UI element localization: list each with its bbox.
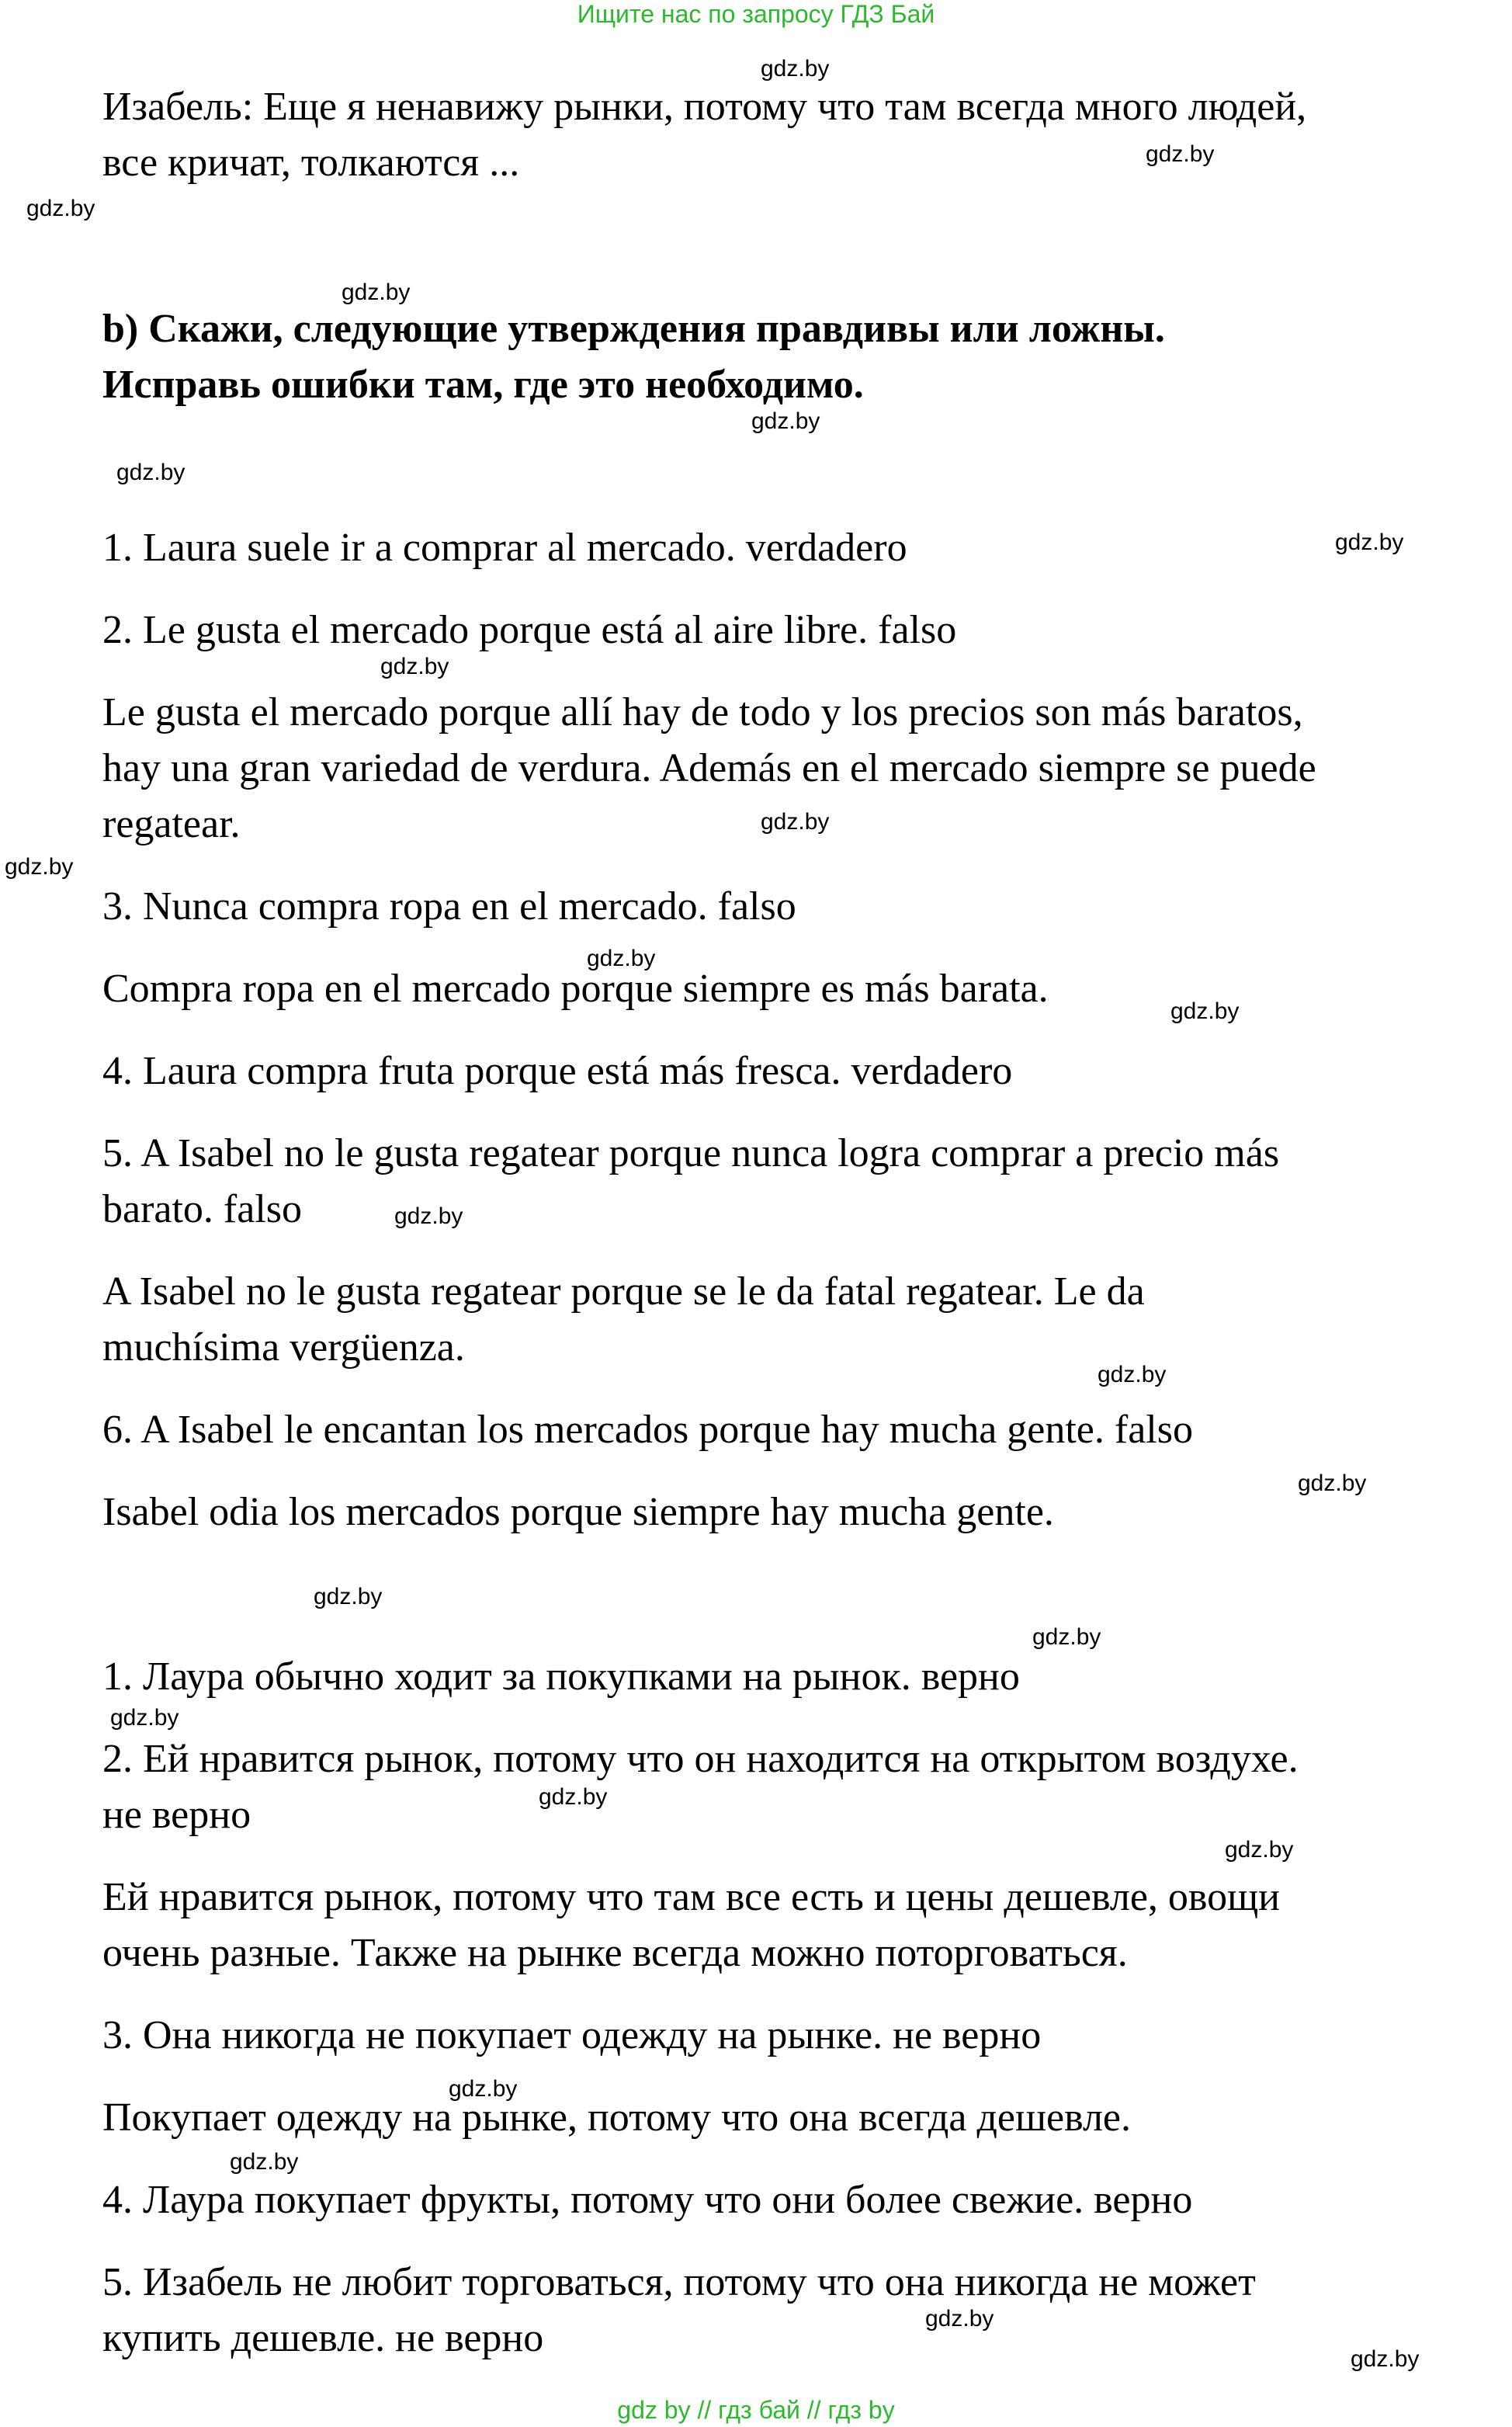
watermark: gdz.by [1351, 2346, 1420, 2372]
task-heading: b) Скажи, следующие утверждения правдивы или ложны. [102, 307, 1165, 351]
watermark: gdz.by [1335, 529, 1404, 555]
bottom-banner: gdz by // гдз бай // гдз by [617, 2396, 895, 2424]
watermark: gdz.by [751, 408, 820, 434]
watermark: gdz.by [5, 854, 74, 880]
top-banner: Ищите нас по запросу ГДЗ Бай [577, 0, 935, 28]
answer-line: 3. Она никогда не покупает одежду на рынке. не верно [102, 2013, 1042, 2057]
answer-line: barato. falso [102, 1187, 303, 1231]
correction-line: Le gusta el mercado porque allí hay de todo y los precios son más baratos, [102, 690, 1303, 734]
correction-line: regatear. [102, 802, 241, 846]
answer-line: 4. Laura compra fruta porque está más fresca. verdadero [102, 1049, 1013, 1093]
dialogue-line: все кричат, толкаются ... [102, 141, 520, 185]
watermark: gdz.by [1146, 141, 1215, 167]
answer-line: 5. Изабель не любит торговаться, потому что она никогда не может [102, 2260, 1256, 2304]
answer-line: 5. A Isabel no le gusta regatear porque nunca logra comprar a precio más [102, 1131, 1280, 1175]
watermark: gdz.by [394, 1203, 463, 1229]
correction-line: Compra ropa en el mercado porque siempre es más barata. [102, 967, 1049, 1011]
watermark: gdz.by [1032, 1624, 1101, 1650]
watermark: gdz.by [230, 2149, 299, 2175]
watermark: gdz.by [761, 56, 830, 82]
watermark: gdz.by [1225, 1837, 1294, 1863]
answer-line: 4. Лаура покупает фрукты, потому что они более свежие. верно [102, 2178, 1193, 2222]
watermark: gdz.by [449, 2076, 518, 2102]
correction-line: Ей нравится рынок, потому что там все есть и цены дешевле, овощи [102, 1875, 1280, 1919]
correction-line: hay una gran variedad de verdura. Además en el mercado siempre se puede [102, 746, 1316, 790]
watermark: gdz.by [539, 1784, 608, 1810]
task-heading: Исправь ошибки там, где это необходимо. [102, 363, 864, 407]
answer-line: не верно [102, 1793, 251, 1837]
answer-line: купить дешевле. не верно [102, 2316, 544, 2360]
answer-line: 2. Ей нравится рынок, потому что он находится на открытом воздухе. [102, 1737, 1299, 1781]
answer-line: 6. A Isabel le encantan los mercados porque hay mucha gente. falso [102, 1408, 1193, 1452]
watermark: gdz.by [587, 946, 656, 971]
watermark: gdz.by [1098, 1362, 1167, 1387]
answer-line: 1. Лаура обычно ходит за покупками на рынок. верно [102, 1654, 1020, 1699]
watermark: gdz.by [342, 280, 411, 305]
answer-line: 1. Laura suele ir a comprar al mercado. verdadero [102, 526, 907, 570]
watermark: gdz.by [110, 1705, 179, 1731]
watermark: gdz.by [1170, 998, 1240, 1024]
watermark: gdz.by [26, 196, 95, 221]
correction-line: Покупает одежду на рынке, потому что она всегда дешевле. [102, 2095, 1132, 2140]
answer-line: 3. Nunca compra ropa en el mercado. falso [102, 884, 796, 929]
answer-line: 2. Le gusta el mercado porque está al aire libre. falso [102, 608, 957, 652]
dialogue-line: Изабель: Еще я ненавижу рынки, потому что там всегда много людей, [102, 85, 1307, 129]
correction-line: muchísima vergüenza. [102, 1325, 465, 1370]
watermark: gdz.by [1298, 1470, 1367, 1496]
watermark: gdz.by [116, 460, 186, 485]
watermark: gdz.by [314, 1584, 383, 1609]
correction-line: A Isabel no le gusta regatear porque se le da fatal regatear. Le da [102, 1269, 1145, 1314]
correction-line: очень разные. Также на рынке всегда можно поторговаться. [102, 1931, 1128, 1975]
watermark: gdz.by [761, 809, 830, 835]
watermark: gdz.by [925, 2306, 994, 2332]
correction-line: Isabel odia los mercados porque siempre hay mucha gente. [102, 1490, 1054, 1534]
watermark: gdz.by [380, 654, 449, 679]
